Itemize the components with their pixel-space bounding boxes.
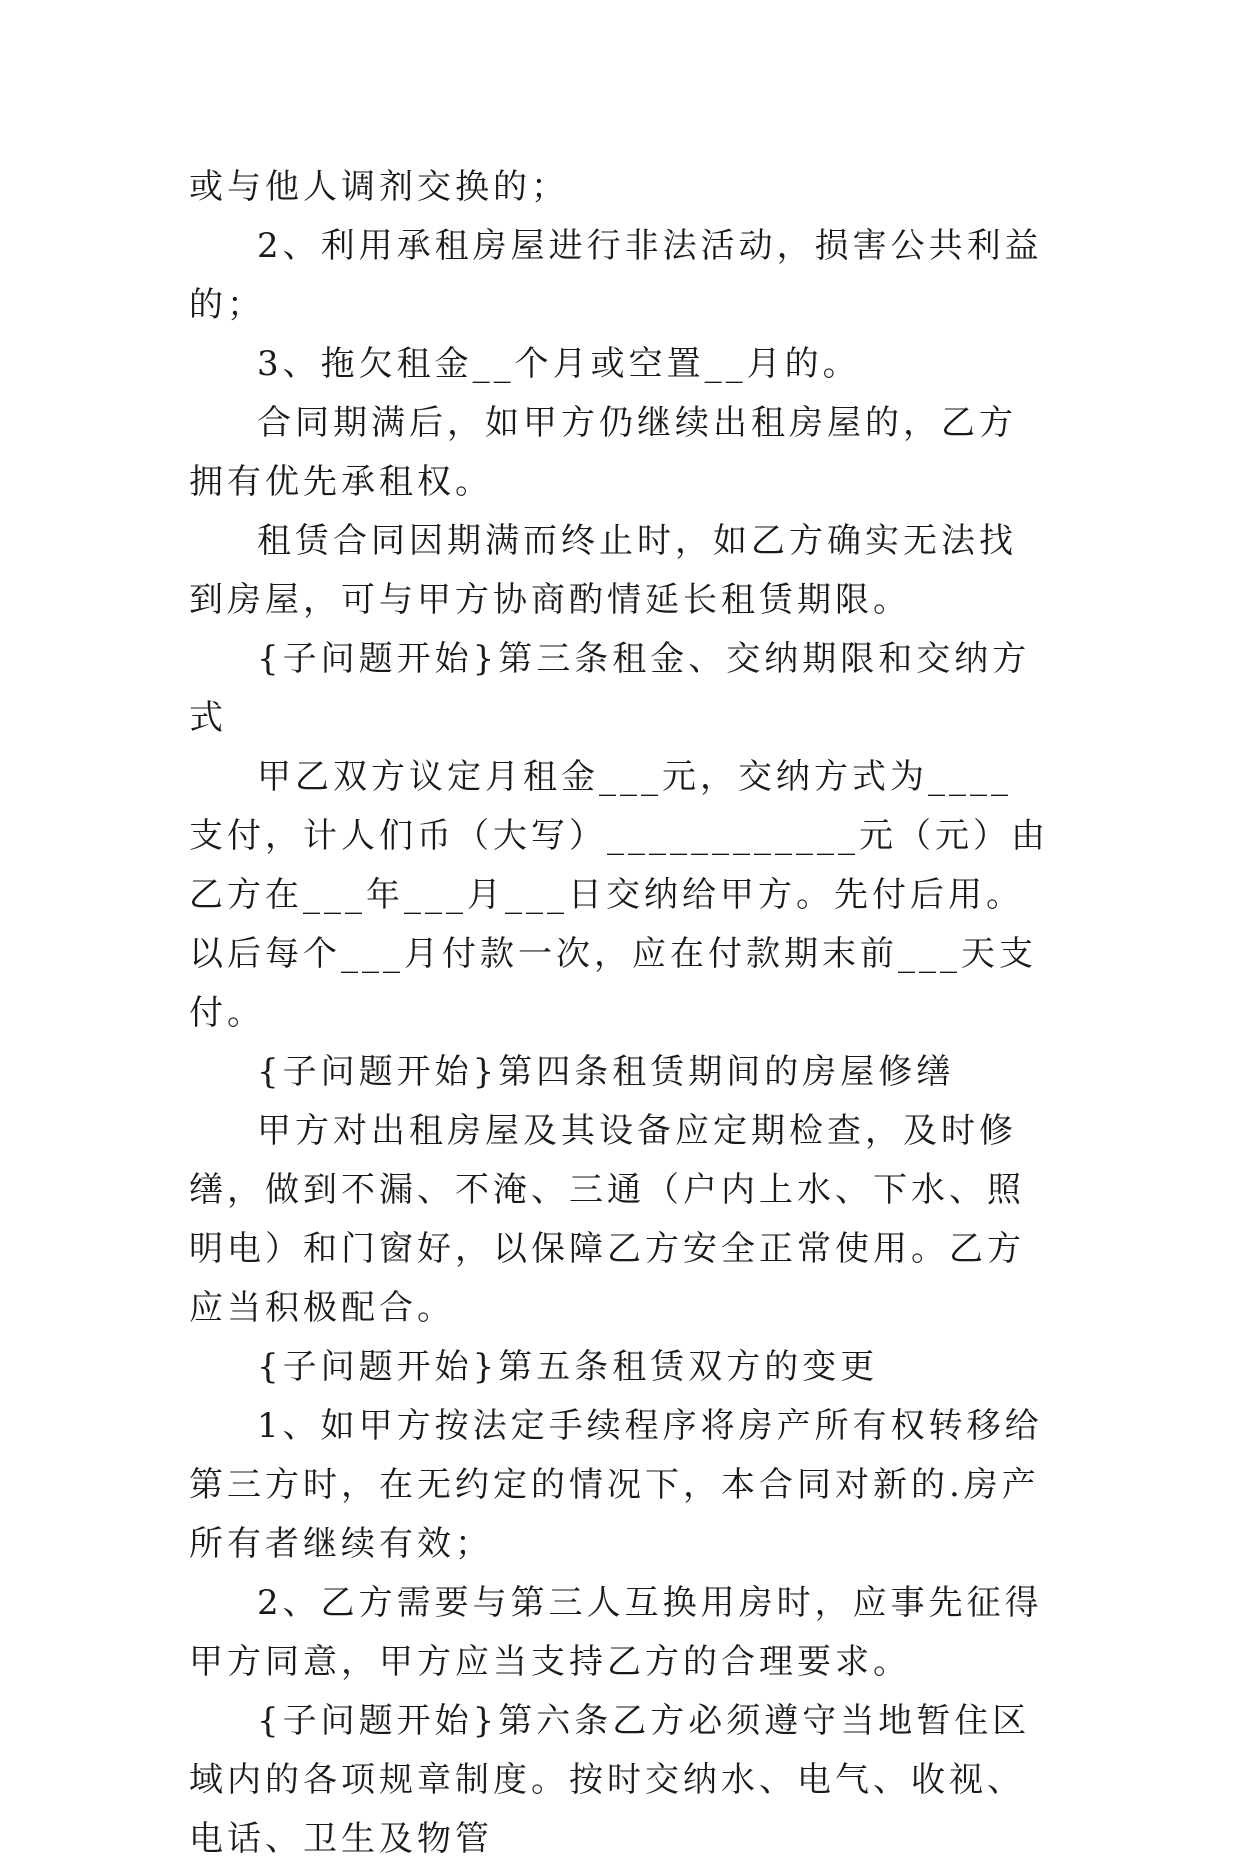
paragraph-exchange-clause: 或与他人调剂交换的； — [189, 167, 569, 207]
paragraph-lease-extension: 租赁合同因期满而终止时，如乙方确实无法找到房屋，可与甲方协商酌情延长租赁期限。 — [189, 521, 1017, 620]
section-heading-article-4: {子问题开始}第四条租赁期间的房屋修缮 — [257, 1052, 955, 1092]
document-body — [189, 158, 1049, 1869]
paragraph-priority-lease: 合同期满后，如甲方仍继续出租房屋的，乙方拥有优先承租权。 — [189, 403, 1017, 502]
section-heading-article-6: {子问题开始}第六条乙方必须遵守当地暂住区域内的各项规章制度。按时交纳水、电气、收视、电话、卫生及物管 — [189, 1701, 1031, 1859]
section-heading-article-3: {子问题开始}第三条租金、交纳期限和交纳方式 — [189, 639, 1031, 738]
section-heading-article-5: {子问题开始}第五条租赁双方的变更 — [257, 1347, 879, 1387]
paragraph-room-exchange: 2、乙方需要与第三人互换用房时，应事先征得甲方同意，甲方应当支持乙方的合理要求。 — [189, 1583, 1043, 1682]
paragraph-rent-arrears: 3、拖欠租金__个月或空置__月的。 — [257, 344, 861, 384]
paragraph-illegal-activity: 2、利用承租房屋进行非法活动，损害公共利益的； — [189, 226, 1043, 325]
paragraph-ownership-transfer: 1、如甲方按法定手续程序将房产所有权转移给第三方时，在无约定的情况下，本合同对新的.房产所有者继续有效； — [189, 1406, 1043, 1564]
paragraph-repairs: 甲方对出租房屋及其设备应定期检查，及时修缮，做到不漏、不淹、三通（户内上水、下水、照明电）和门窗好，以保障乙方安全正常使用。乙方应当积极配合。 — [189, 1111, 1025, 1328]
paragraph-rent-payment: 甲乙双方议定月租金___元，交纳方式为____支付，计人们币（大写）____________元（元）由乙方在___年___月___日交纳给甲方。先付后用。以后每个___月付款一次，应在付款期末前___天支付。 — [189, 757, 1049, 1033]
